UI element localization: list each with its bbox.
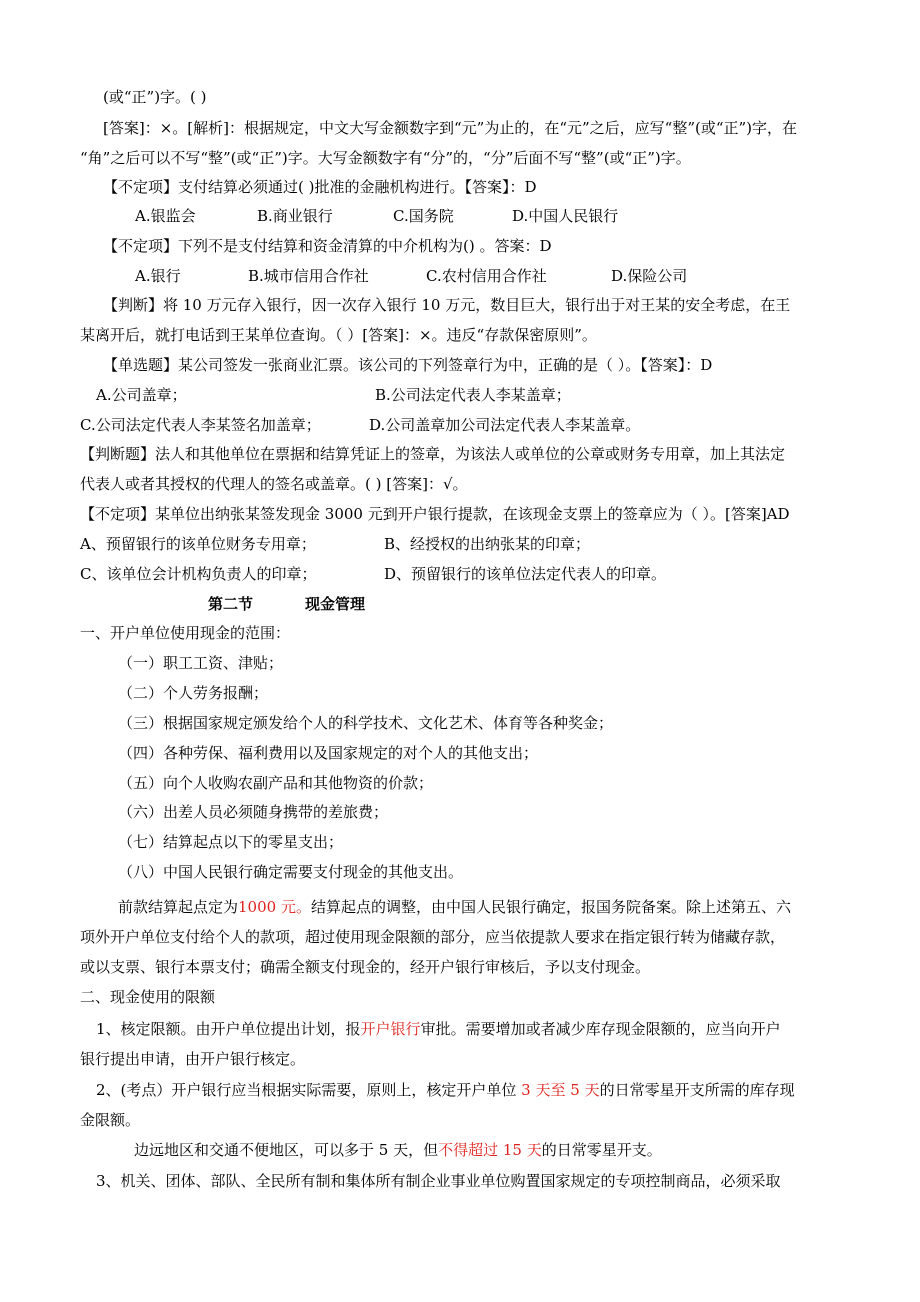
list-item: （一）职工工资、津贴； [118,654,284,672]
option-d: D.中国人民银行 [512,207,619,225]
highlight-text: 不得超过 15 天 [438,1141,542,1159]
highlight-text: 1000 元。 [238,898,311,916]
text-line: “角”之后可以不写“整”(或“正”)字。大写金额数字有“分”的，“分”后面不写“整”(或“正”)字。 [80,149,691,167]
text-span: 审批。需要增加或者减少库存现金限额的，应当向开户 [420,1020,781,1038]
text-span: 的日常零星开支所需的库存现 [599,1081,795,1099]
text-span: 边远地区和交通不便地区，可以多于 5 天，但 [134,1141,439,1159]
question-stem: 【判断】将 10 万元存入银行，因一次存入银行 10 万元，数目巨大，银行出于对王某的安全考虑，在王 [103,296,791,314]
paragraph-line [96,1080,795,1100]
text-line: 代表人或者其授权的代理人的签名或盖章。( ) [答案]：√。 [80,475,468,493]
option-d: D.公司盖章加公司法定代表人李某盖章。 [369,416,641,434]
list-item: （六）出差人员必须随身携带的差旅费； [118,803,389,821]
text-span: 前款结算起点定为 [118,898,239,916]
text-line: 某离开后，就打电话到王某单位查询。（ ）[答案]：×。违反“存款保密原则”。 [80,326,597,344]
option-d: D、预留银行的该单位法定代表人的印章。 [384,565,667,583]
section-number: 第二节 [208,595,254,613]
option-c: C.公司法定代表人李某签名加盖章； [80,416,321,434]
option-c: C.国务院 [393,207,454,225]
text-line: [答案]：×。[解析]：根据规定，中文大写金额数字到“元”为止的，在“元”之后，应写“整”(或“正”)字，在 [103,119,798,137]
option-a: A.银监会 [135,207,196,225]
paragraph-line: 项外开户单位支付给个人的款项，超过使用现金限额的部分，应当依提款人要求在指定银行转为储藏存款， [80,928,786,946]
option-b: B.商业银行 [257,207,333,225]
option-b: B.公司法定代表人李某盖章； [375,386,571,404]
option-c: C.农村信用合作社 [426,267,547,285]
list-item: （八）中国人民银行确定需要支付现金的其他支出。 [118,863,464,881]
question-stem: 【不定项】下列不是支付结算和资金清算的中介机构为() 。答案：D [103,237,552,255]
list-item: （五）向个人收购农副产品和其他物资的价款； [118,774,434,792]
paragraph-line [96,1019,781,1039]
list-item: （三）根据国家规定颁发给个人的科学技术、文化艺术、体育等各种奖金； [118,714,614,732]
paragraph-line: 或以支票、银行本票支付；确需全额支付现金的，经开户银行审核后，予以支付现金。 [80,958,651,976]
question-stem: 【单选题】某公司签发一张商业汇票。该公司的下列签章行为中，正确的是（ ）。【答案】：D [103,356,713,374]
option-b: B、经授权的出纳张某的印章； [384,535,591,553]
option-d: D.保险公司 [611,267,688,285]
option-c: C、该单位会计机构负责人的印章； [80,565,317,583]
option-b: B.城市信用合作社 [248,267,369,285]
list-item: （七）结算起点以下的零星支出； [118,833,344,851]
section-title: 现金管理 [305,595,366,613]
question-stem: 【判断题】法人和其他单位在票据和结算凭证上的签章，为该法人或单位的公章或财务专用章，加上其法定 [80,445,786,463]
heading: 二、现金使用的限额 [80,988,216,1006]
paragraph-line [134,1140,662,1160]
text-span: 1、核定限额。由开户单位提出计划，报 [96,1020,361,1038]
question-stem: 【不定项】支付结算必须通过( )批准的金融机构进行。【答案】：D [103,178,537,196]
text-span: 结算起点的调整，由中国人民银行确定，报国务院备案。除上述第五、六 [310,898,791,916]
list-item: （四）各种劳保、福利费用以及国家规定的对个人的其他支出； [118,744,539,762]
option-a: A.公司盖章； [96,386,187,404]
option-a: A、预留银行的该单位财务专用章； [80,535,316,553]
highlight-text: 3 天至 5 天 [521,1081,600,1099]
question-stem: 【不定项】某单位出纳张某签发现金 3000 元到开户银行提款，在该现金支票上的签章应为（ ）。[答案]AD [80,505,790,523]
text-span: 的日常零星开支。 [541,1141,662,1159]
paragraph-line [118,897,791,917]
highlight-text: 开户银行 [360,1020,421,1038]
text-span: 2、(考点）开户银行应当根据实际需要，原则上，核定开户单位 [96,1081,522,1099]
paragraph-line: 3、机关、团体、部队、全民所有制和集体所有制企业事业单位购置国家规定的专项控制商品，必须采取 [96,1172,781,1190]
option-a: A.银行 [135,267,181,285]
paragraph-line: 银行提出申请，由开户银行核定。 [80,1050,306,1068]
paragraph-line: 金限额。 [80,1111,141,1129]
list-item: （二）个人劳务报酬； [118,684,269,702]
text-line: (或“正”)字。( ) [103,88,207,106]
heading: 一、开户单位使用现金的范围： [80,624,291,642]
